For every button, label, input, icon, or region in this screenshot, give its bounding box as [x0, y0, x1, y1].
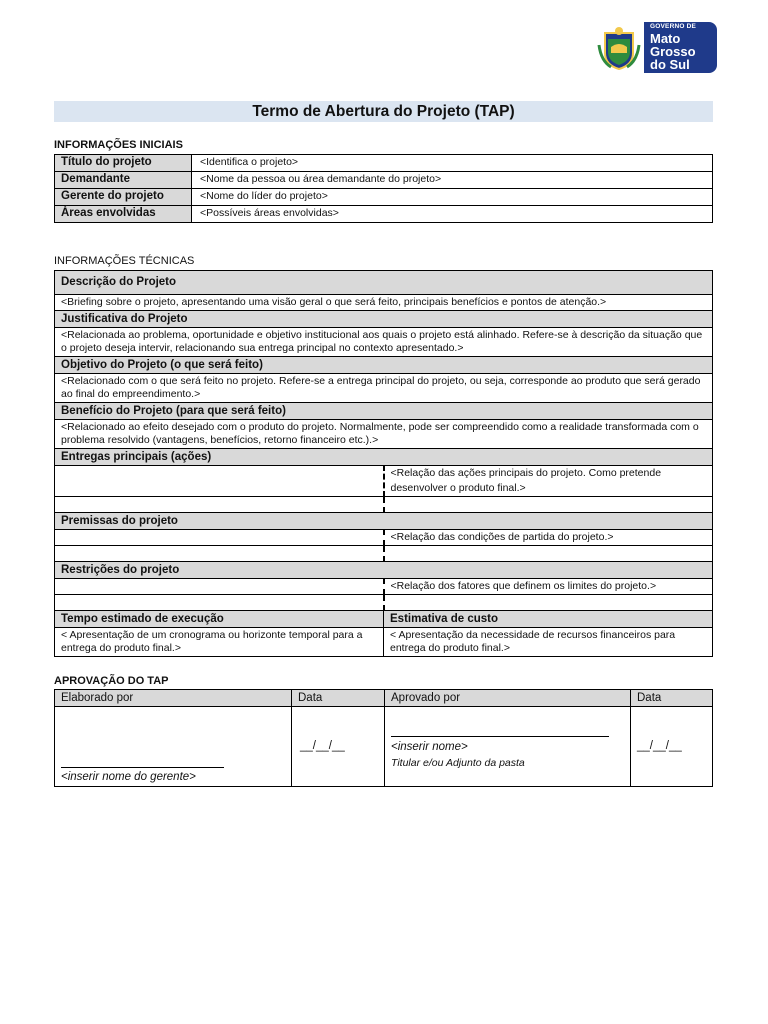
premissas-bullet-cell — [55, 546, 384, 562]
info-row — [55, 206, 713, 223]
date-placeholder-1: __/__/__ — [300, 740, 345, 752]
premissas-bullet-cell — [55, 530, 384, 546]
elaborado-header: Elaborado por — [55, 690, 292, 707]
elaborado-cell[interactable] — [55, 707, 292, 787]
aprovado-header: Aprovado por — [385, 690, 631, 707]
elaborado-name: <inserir nome do gerente> — [61, 771, 196, 783]
info-row — [55, 172, 713, 189]
custo-text[interactable]: < Apresentação da necessidade de recursos financeiros para entrega do produto final.> — [384, 628, 713, 657]
data-cell-2[interactable] — [631, 707, 713, 787]
info-label: Áreas envolvidas — [55, 206, 192, 223]
government-logo — [594, 22, 717, 73]
tech-table — [54, 270, 713, 657]
info-value[interactable]: <Possíveis áreas envolvidas> — [192, 206, 713, 223]
info-section-label: INFORMAÇÕES INICIAIS — [54, 139, 183, 151]
aprovado-cell[interactable] — [385, 707, 631, 787]
logo-line-2: Grosso — [650, 43, 696, 59]
info-table — [54, 154, 713, 223]
date-placeholder-2: __/__/__ — [637, 740, 682, 752]
entregas-text[interactable]: <Relação das ações principais do projeto. Como pretende desenvolver o produto final.> — [384, 466, 713, 497]
custo-label: Estimativa de custo — [384, 611, 713, 628]
restricoes-bullet-cell — [55, 579, 384, 595]
restricoes-label: Restrições do projeto — [55, 562, 713, 579]
objetivo-label: Objetivo do Projeto (o que será feito) — [55, 357, 713, 374]
data-header-1: Data — [292, 690, 385, 707]
info-row — [55, 189, 713, 206]
coat-of-arms-icon — [594, 22, 644, 73]
approval-table — [54, 689, 713, 787]
premissas-empty[interactable] — [384, 546, 713, 562]
approval-section-label: APROVAÇÃO DO TAP — [54, 675, 169, 687]
restricoes-empty[interactable] — [384, 595, 713, 611]
logo-wordmark — [644, 22, 717, 73]
premissas-label: Premissas do projeto — [55, 513, 713, 530]
info-value[interactable]: <Identifica o projeto> — [192, 155, 713, 172]
logo-line-1: Mato — [650, 30, 681, 46]
document-title: Termo de Abertura do Projeto (TAP) — [54, 101, 713, 122]
signature-line — [61, 767, 224, 768]
info-value[interactable]: <Nome do líder do projeto> — [192, 189, 713, 206]
signature-line — [391, 736, 609, 737]
beneficio-text[interactable]: <Relacionado ao efeito desejado com o produto do projeto. Normalmente, pode ser compreendido como a realidade transformada com o problema resolvido (vantagens, benefícios, retorno financeiro etc.).> — [55, 420, 713, 449]
info-row — [55, 155, 713, 172]
premissas-text[interactable]: <Relação das condições de partida do projeto.> — [384, 530, 713, 546]
descricao-text[interactable]: <Briefing sobre o projeto, apresentando uma visão geral o que será feito, principais benefícios e pontos de atenção.> — [55, 295, 713, 311]
justificativa-text[interactable]: <Relacionada ao problema, oportunidade e objetivo institucional aos quais o projeto está alinhado. Refere-se à descrição da situação que o projeto deseja intervir, relacionando sua entrega principal no contexto apresentado.> — [55, 328, 713, 357]
data-header-2: Data — [631, 690, 713, 707]
entregas-empty[interactable] — [384, 497, 713, 513]
info-label: Gerente do projeto — [55, 189, 192, 206]
tech-section-label: INFORMAÇÕES TÉCNICAS — [54, 255, 195, 267]
entregas-bullet-cell — [55, 497, 384, 513]
info-value[interactable]: <Nome da pessoa ou área demandante do projeto> — [192, 172, 713, 189]
entregas-bullet-cell — [55, 466, 384, 497]
logo-top-line: GOVERNO DE — [650, 23, 697, 30]
aprovado-name: <inserir nome> — [391, 741, 468, 753]
logo-line-3: do Sul — [650, 56, 690, 72]
entregas-label: Entregas principais (ações) — [55, 449, 713, 466]
descricao-label: Descrição do Projeto — [55, 271, 713, 295]
beneficio-label: Benefício do Projeto (para que será feito) — [55, 403, 713, 420]
info-label: Título do projeto — [55, 155, 192, 172]
objetivo-text[interactable]: <Relacionado com o que será feito no projeto. Refere-se a entrega principal do projeto, ou seja, corresponde ao produto que será gerado ao final do empreendimento.> — [55, 374, 713, 403]
info-label: Demandante — [55, 172, 192, 189]
restricoes-text[interactable]: <Relação dos fatores que definem os limites do projeto.> — [384, 579, 713, 595]
tempo-label: Tempo estimado de execução — [55, 611, 384, 628]
justificativa-label: Justificativa do Projeto — [55, 311, 713, 328]
restricoes-bullet-cell — [55, 595, 384, 611]
aprovado-role: Titular e/ou Adjunto da pasta — [391, 757, 525, 769]
data-cell-1[interactable] — [292, 707, 385, 787]
tempo-text[interactable]: < Apresentação de um cronograma ou horizonte temporal para a entrega do produto final.> — [55, 628, 384, 657]
